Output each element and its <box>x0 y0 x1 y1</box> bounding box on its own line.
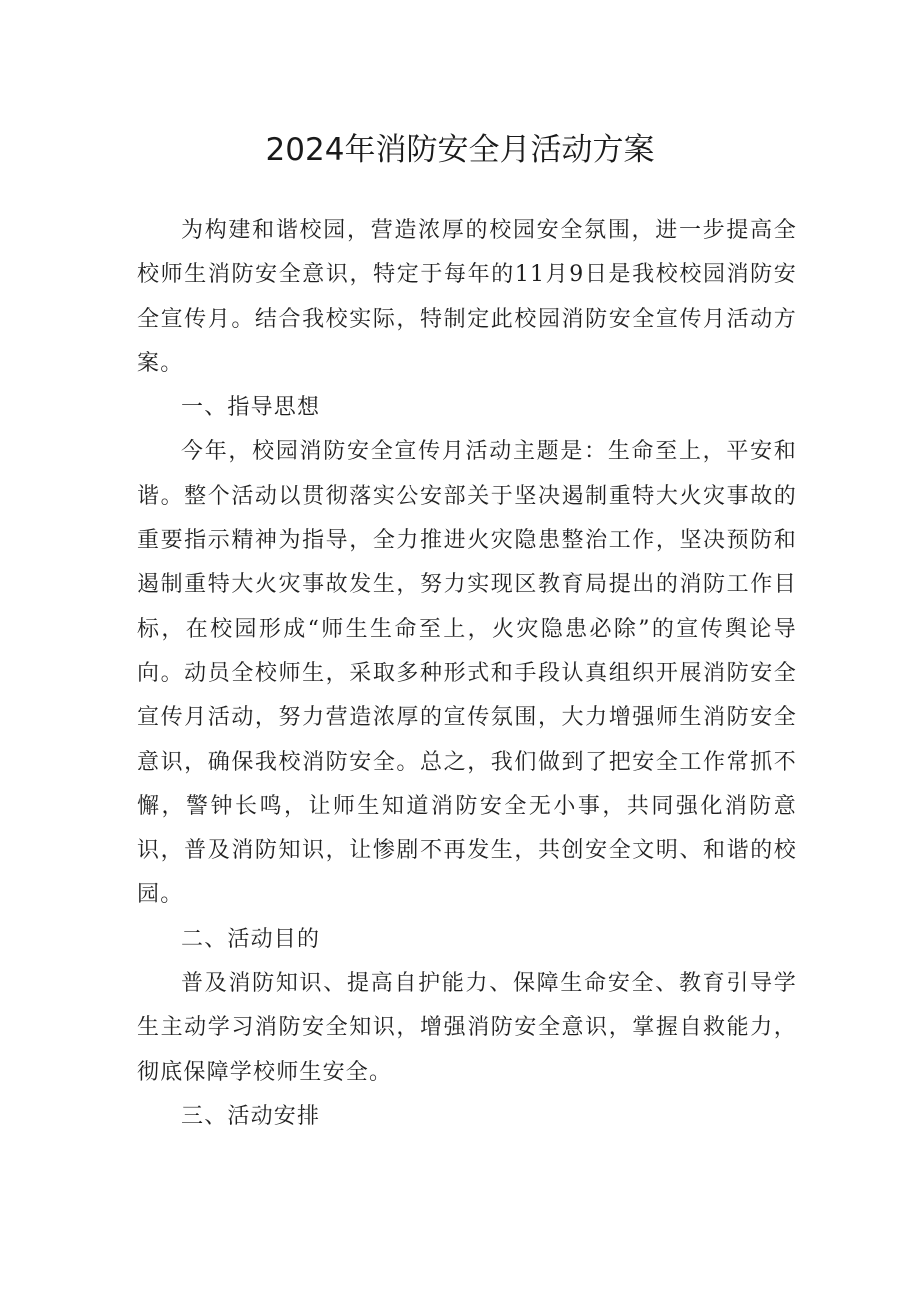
intro-paragraph: 为构建和谐校园，营造浓厚的校园安全氛围，进一步提高全校师生消防安全意识，特定于每年的11月9日是我校校园消防安全宣传月。结合我校实际，特制定此校园消防安全宣传月活动方案。 <box>137 218 797 376</box>
document-title: 2024年消防安全月活动方案 <box>265 132 655 168</box>
section-heading-activity-arrangement: 三、活动安排 <box>181 1103 321 1129</box>
document-body <box>137 209 797 1139</box>
activity-purpose-paragraph: 普及消防知识、提高自护能力、保障生命安全、教育引导学生主动学习消防安全知识，增强消防安全意识，掌握自救能力，彻底保障学校师生安全。 <box>137 971 797 1085</box>
section-heading-activity-purpose: 二、活动目的 <box>181 926 321 952</box>
section-heading-guiding-ideology: 一、指导思想 <box>181 395 321 421</box>
guiding-ideology-paragraph: 今年，校园消防安全宣传月活动主题是：生命至上，平安和谐。整个活动以贯彻落实公安部关于坚决遏制重特大火灾事故的重要指示精神为指导，全力推进火灾隐患整治工作，坚决预防和遏制重特大火灾事故发生，努力实现区教育局提出的消防工作目标，在校园形成“师生生命至上，火灾隐患必除”的宣传舆论导向。动员全校师生，采取多种形式和手段认真组织开展消防安全宣传月活动，努力营造浓厚的宣传氛围，大力增强师生消防安全意识，确保我校消防安全。总之，我们做到了把安全工作常抓不懈，警钟长鸣，让师生知道消防安全无小事，共同强化消防意识，普及消防知识，让惨剧不再发生，共创安全文明、和谐的校园。 <box>137 439 797 908</box>
